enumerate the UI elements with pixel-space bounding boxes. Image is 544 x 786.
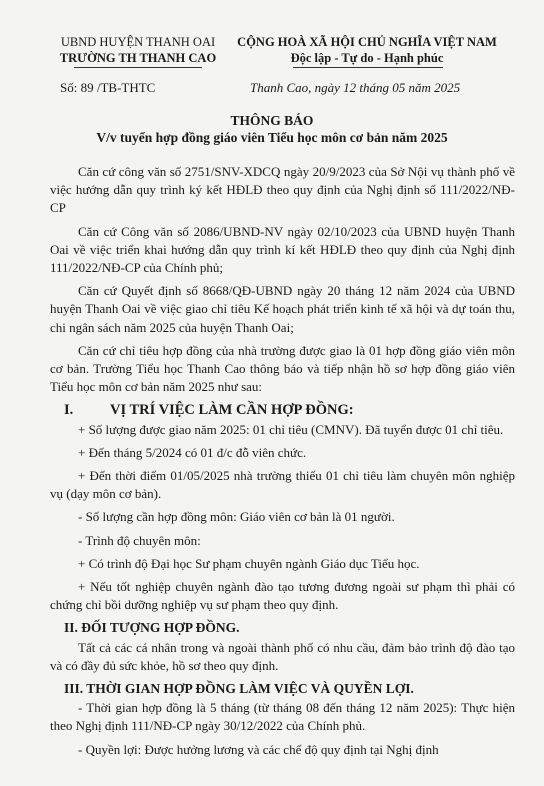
paragraph-basis-1: Căn cứ công văn số 2751/SNV-XDCQ ngày 20/9/2023 của Sở Nội vụ thành phố về việc hướng dẫn quy trình ký kết HĐLĐ theo quy định của Nghị định số 111/2022/NĐ-CP bbox=[50, 164, 515, 216]
list-item: + Nếu tốt nghiệp chuyên ngành đào tạo tương đương ngoài sư phạm thì phải có chứng chỉ bồi dưỡng nghiệp vụ sư phạm theo quy định. bbox=[50, 579, 515, 613]
paragraph-basis-2: Căn cứ Công văn số 2086/UBND-NV ngày 02/10/2023 của UBND huyện Thanh Oai về việc triển khai hướng dẫn quy trình kí kết HĐLĐ theo quy định của Nghị định 111/2022/NĐ-CP của Chính phủ; bbox=[50, 223, 515, 276]
nation-line-1: CỘNG HOÀ XÃ HỘI CHỦ NGHĨA VIỆT NAM bbox=[237, 35, 497, 49]
section-1-heading bbox=[50, 401, 515, 419]
list-item: - Trình độ chuyên môn: bbox=[78, 532, 201, 548]
paragraph-basis-4: Căn cứ chỉ tiêu hợp đồng của nhà trường được giao là 01 hợp đồng giáo viên môn cơ bản. Trường Tiểu học Thanh Cao thông báo và tiếp nhận hồ sơ hợp đồng giáo viên Tiểu học môn cơ bản năm 2025 như sau: bbox=[50, 342, 515, 395]
national-motto bbox=[222, 34, 512, 66]
issuing-organization bbox=[38, 34, 238, 66]
list-item: - Quyền lợi: Được hưởng lương và các chế độ quy định tại Nghị định bbox=[78, 741, 439, 757]
document-title: THÔNG BÁO bbox=[230, 113, 314, 128]
document-body bbox=[50, 163, 515, 764]
motto-underline bbox=[293, 67, 443, 68]
org-line-1: UBND HUYỆN THANH OAI bbox=[60, 35, 216, 49]
list-item: + Đến thời điểm 01/05/2025 nhà trường thiếu 01 chỉ tiêu làm chuyên môn nghiệp vụ (dạy môn cơ bản). bbox=[50, 468, 515, 502]
list-item: + Đến tháng 5/2024 có 01 đ/c đỗ viên chức. bbox=[78, 444, 307, 460]
section-1-number: I. bbox=[64, 402, 74, 419]
section-3-heading: III. THỜI GIAN HỢP ĐỒNG LÀM VIỆC VÀ QUYỀN LỢI. bbox=[64, 681, 414, 697]
list-item: + Có trình độ Đại học Sư phạm chuyên ngành Giáo dục Tiểu học. bbox=[78, 555, 420, 571]
document-subject: V/v tuyển hợp đồng giáo viên Tiểu học môn cơ bản năm 2025 bbox=[96, 130, 448, 145]
paragraph-basis-3: Căn cứ Quyết định số 8668/QĐ-UBND ngày 20 tháng 12 năm 2024 của UBND huyện Thanh Oai về việc giao chỉ tiêu Kế hoạch phát triển kinh tế xã hội và dự toán thu, chi ngân sách năm 2025 của huyện Thanh Oai; bbox=[50, 283, 515, 335]
org-line-2: TRƯỜNG TH THANH CAO bbox=[59, 51, 217, 65]
list-item: + Số lượng được giao năm 2025: 01 chỉ tiêu (CMNV). Đã tuyển được 01 chỉ tiêu. bbox=[78, 421, 504, 437]
list-item: - Thời gian hợp đồng là 5 tháng (từ tháng 08 đến tháng 12 năm 2025): Thực hiện theo Nghị định 111/NĐ-CP ngày 30/12/2022 của Chính phủ. bbox=[50, 700, 515, 734]
section-2-heading: II. ĐỐI TƯỢNG HỢP ĐỒNG. bbox=[64, 620, 240, 636]
org-underline bbox=[74, 67, 202, 68]
section-1-title: VỊ TRÍ VIỆC LÀM CẦN HỢP ĐỒNG: bbox=[110, 402, 354, 419]
document-number: Số: 89 /TB-THTC bbox=[60, 80, 156, 95]
nation-line-2: Độc lập - Tự do - Hạnh phúc bbox=[290, 51, 444, 65]
section-2-text: Tất cả các cá nhân trong và ngoài thành phố có nhu cầu, đảm bảo trình độ đào tạo và có đầy đủ sức khỏe, hồ sơ theo quy định. bbox=[50, 639, 515, 673]
list-item: - Số lượng cần hợp đồng môn: Giáo viên cơ bản là 01 người. bbox=[78, 509, 395, 525]
document-date: Thanh Cao, ngày 12 tháng 05 năm 2025 bbox=[250, 80, 461, 95]
